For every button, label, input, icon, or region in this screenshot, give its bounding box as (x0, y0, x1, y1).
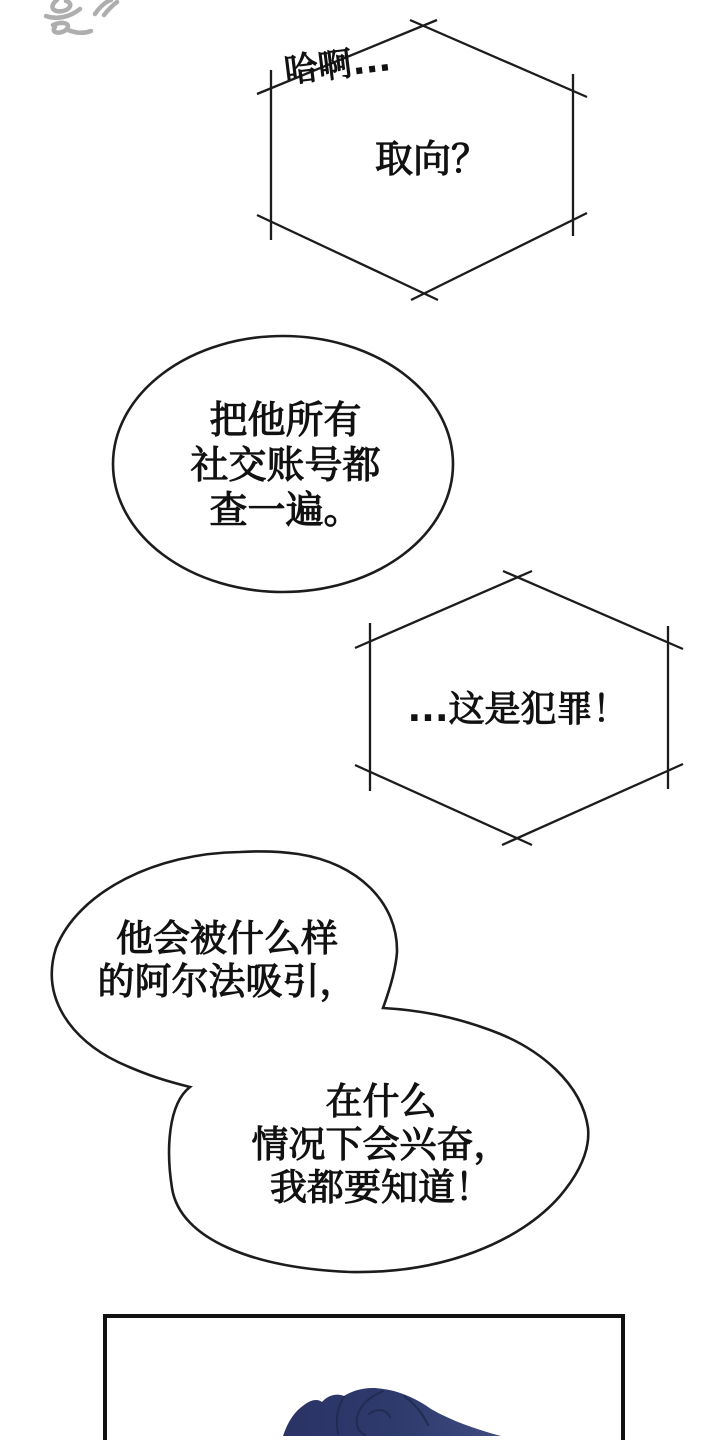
hex-bubble-top-text: 取向？ (374, 137, 489, 181)
character-hair-art (107, 1314, 621, 1436)
cloud-lower-line-3: 我都要知道！ (270, 1166, 492, 1209)
cloud-bubble-lower-text (199, 1080, 563, 1209)
ellipse-bubble-text (113, 398, 458, 533)
cloud-upper-line-1: 他会被什么样 (116, 917, 338, 960)
character-hair-icon (283, 1388, 501, 1436)
comic-panel-frame (103, 1314, 625, 1440)
cloud-bubble-upper-text (57, 917, 397, 1003)
cloud-upper-line-2: 的阿尔法吸引， (97, 960, 357, 1003)
cloud-lower-line-2: 情况下会兴奋， (251, 1123, 511, 1166)
ellipse-bubble-line-3: 查一遍。 (209, 488, 362, 532)
artist-doodle-icon (46, 0, 117, 33)
ellipse-bubble-line-2: 社交账号都 (190, 443, 381, 487)
hex-bubble-mid-text: ...这是犯罪！ (407, 689, 629, 730)
sfx-gasp-text: 哈啊... (281, 39, 393, 92)
ellipse-bubble-line-1: 把他所有 (209, 398, 362, 442)
cloud-lower-line-1: 在什么 (325, 1080, 437, 1123)
